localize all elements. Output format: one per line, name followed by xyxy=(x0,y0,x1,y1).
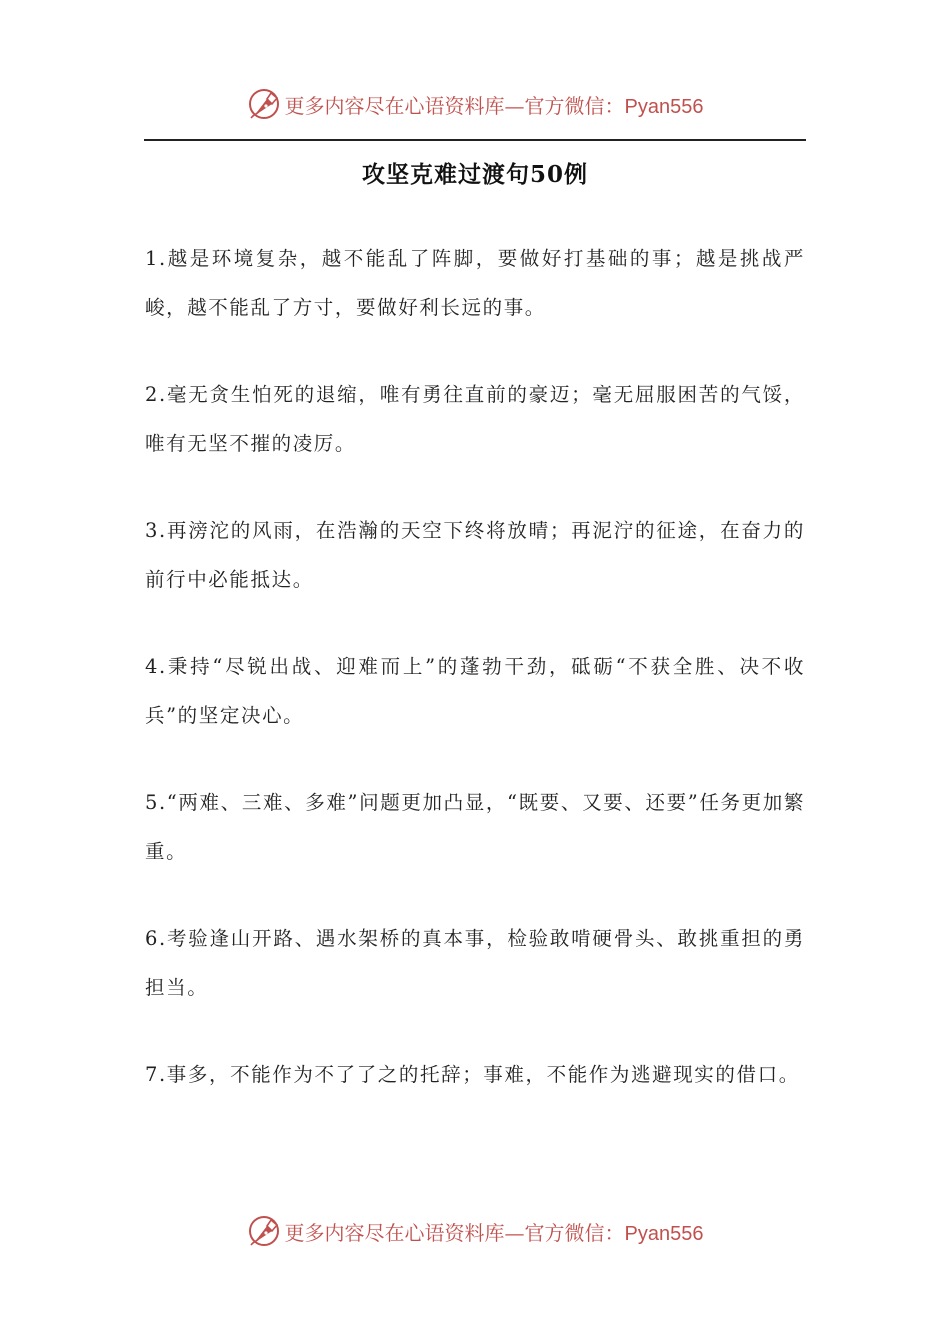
document-title: 攻坚克难过渡句50例 xyxy=(361,161,588,188)
paragraph-2: 2.毫无贪生怕死的退缩，唯有勇往直前的豪迈；毫无屈服困苦的气馁，唯有无坚不摧的凌厉。 xyxy=(145,383,805,455)
pen-nib-logo-icon xyxy=(247,1214,281,1248)
header-banner xyxy=(0,84,950,124)
document-body xyxy=(145,234,805,1137)
paragraph-4: 4.秉持“尽锐出战、迎难而上”的蓬勃干劲，砥砺“不获全胜、决不收兵”的坚定决心。 xyxy=(145,655,805,727)
paragraph-6: 6.考验逢山开路、遇水架桥的真本事，检验敢啃硬骨头、敢挑重担的勇担当。 xyxy=(145,927,805,999)
paragraph-7: 7.事多，不能作为不了了之的托辞；事难，不能作为逃避现实的借口。 xyxy=(145,1063,800,1086)
paragraph-3: 3.再滂沱的风雨，在浩瀚的天空下终将放晴；再泥泞的征途，在奋力的前行中必能抵达。 xyxy=(145,519,805,591)
wechat-id: Pyan556 xyxy=(624,95,704,118)
pen-nib-logo-icon xyxy=(247,87,281,121)
banner-text: 更多内容尽在心语资料库—官方微信：Pyan556 xyxy=(284,93,704,118)
header-divider xyxy=(144,139,806,141)
paragraph-1: 1.越是环境复杂，越不能乱了阵脚，要做好打基础的事；越是挑战严峻，越不能乱了方寸，要做好利长远的事。 xyxy=(145,247,805,319)
banner-text: 更多内容尽在心语资料库—官方微信：Pyan556 xyxy=(284,1220,704,1245)
paragraph-5: 5.“两难、三难、多难”问题更加凸显，“既要、又要、还要”任务更加繁重。 xyxy=(145,791,805,863)
wechat-id: Pyan556 xyxy=(624,1222,704,1245)
footer-banner xyxy=(0,1211,950,1251)
